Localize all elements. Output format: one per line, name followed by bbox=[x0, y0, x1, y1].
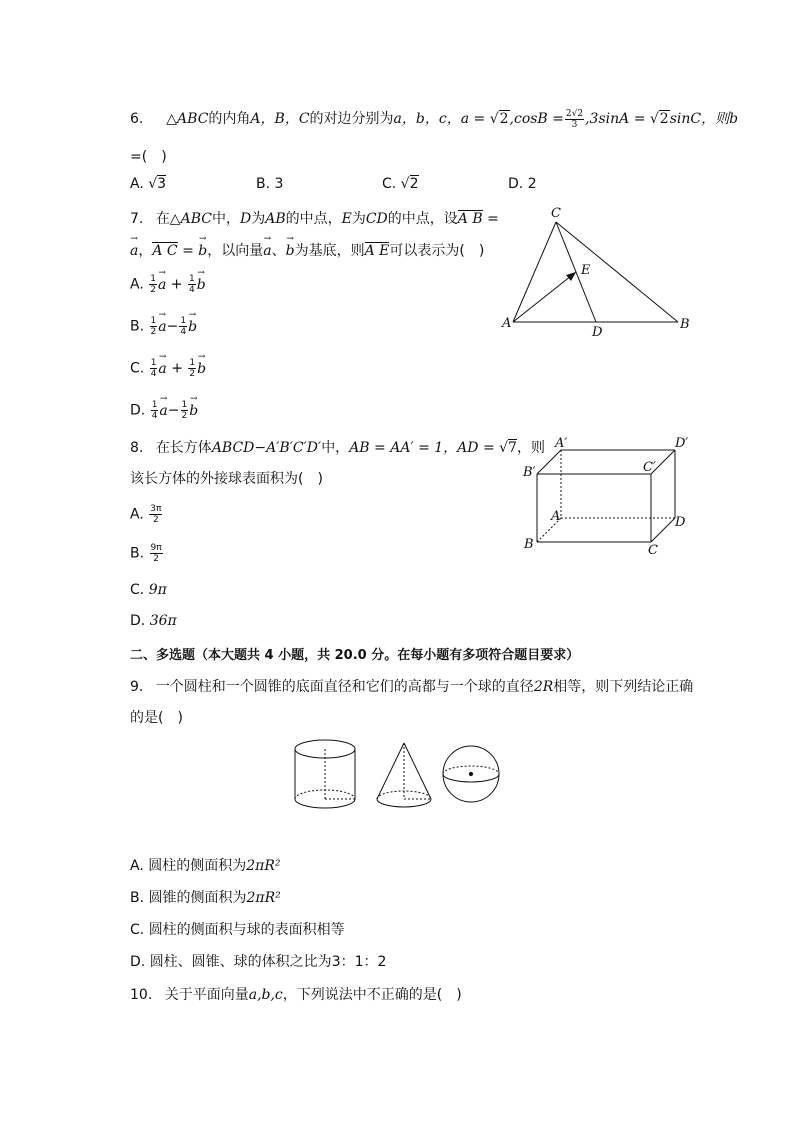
edge-ca bbox=[513, 222, 556, 322]
option-math: 2πR² bbox=[246, 858, 281, 874]
option-text: 圆柱的侧面积为 bbox=[148, 858, 247, 874]
denominator: 2 bbox=[181, 411, 188, 421]
vector-a: → a bbox=[158, 277, 166, 293]
option-label: C. bbox=[382, 176, 397, 192]
fraction bbox=[150, 316, 158, 337]
q8-option-b bbox=[130, 543, 164, 564]
q9-text: 一个圆柱和一个圆锥的底面直径和它们的高都与一个球的直径 bbox=[155, 679, 534, 695]
q7-number: 7. bbox=[130, 211, 144, 227]
denominator: 4 bbox=[180, 327, 187, 337]
numerator: 3π bbox=[150, 504, 162, 514]
vector-b: → b bbox=[188, 319, 197, 335]
q7-math: CD bbox=[365, 211, 388, 227]
q9-option-b bbox=[130, 887, 281, 907]
fraction bbox=[151, 400, 159, 421]
q7-math: = bbox=[487, 211, 499, 227]
q8-text: ，则 bbox=[516, 440, 545, 456]
numerator: 1 bbox=[151, 400, 158, 410]
q9-line2: 的是( ) bbox=[130, 710, 183, 726]
q9-solids-figure bbox=[285, 735, 510, 817]
option-label: B. bbox=[130, 318, 145, 335]
q10-number: 10. bbox=[130, 987, 153, 1003]
label-a: A bbox=[551, 509, 561, 524]
radicand: 2 bbox=[659, 111, 669, 127]
label-e: E bbox=[581, 263, 591, 278]
q8-option-c bbox=[130, 582, 167, 598]
label-a: A bbox=[502, 316, 512, 331]
q7-text: 在△ bbox=[155, 211, 181, 227]
q7-text: 可以表示为( ) bbox=[389, 243, 485, 259]
option-text: 圆柱的侧面积与球的表面积相等 bbox=[148, 922, 345, 938]
q6-option-d bbox=[508, 176, 537, 192]
numerator: 1 bbox=[150, 316, 157, 326]
numerator: 2√2 bbox=[565, 108, 584, 119]
q7-math: = bbox=[182, 243, 194, 259]
fraction bbox=[149, 504, 162, 525]
label-b: B bbox=[680, 317, 690, 332]
q10-line1 bbox=[130, 984, 462, 1004]
q9-number: 9. bbox=[130, 679, 144, 695]
operator: + bbox=[170, 276, 183, 293]
label-d: D bbox=[675, 515, 686, 530]
denominator: 3 bbox=[571, 119, 578, 130]
q7-math: E bbox=[341, 211, 352, 227]
q6-option-c: C. √2 bbox=[382, 176, 419, 192]
q7-option-c bbox=[130, 358, 206, 379]
option-value: 2 bbox=[409, 176, 419, 192]
denominator: 2 bbox=[150, 285, 156, 295]
operator: − bbox=[166, 318, 179, 335]
radicand: 2 bbox=[499, 111, 509, 127]
sphere-icon bbox=[443, 746, 499, 802]
fraction bbox=[150, 358, 158, 379]
arrowhead-icon bbox=[566, 272, 576, 281]
fraction bbox=[150, 543, 163, 564]
edge bbox=[651, 518, 675, 542]
q6-cos-fraction bbox=[565, 109, 584, 130]
q7-math: D bbox=[239, 211, 252, 227]
label-d-prime: D′ bbox=[675, 436, 689, 451]
option-text: 圆柱、圆锥、球的体积之比为 bbox=[149, 954, 332, 970]
label-a-prime: A′ bbox=[555, 436, 568, 451]
q7-text: 为 bbox=[251, 211, 266, 227]
q10-vectors: a,b,c bbox=[248, 987, 283, 1003]
option-label: A. bbox=[130, 176, 144, 192]
q8-math: AB = AA′ = 1，AD = bbox=[349, 440, 495, 456]
q8-cuboid-figure bbox=[515, 430, 700, 560]
edge-cb bbox=[556, 222, 678, 322]
numerator: 1 bbox=[181, 400, 188, 410]
vector-ae: A E bbox=[364, 243, 390, 259]
q6-eq2-post: sinC，则b bbox=[669, 111, 739, 127]
option-label: D. bbox=[130, 402, 146, 419]
q9-math: 2R bbox=[533, 679, 554, 695]
label-c-prime: C′ bbox=[643, 460, 656, 475]
numerator: 1 bbox=[150, 358, 157, 368]
option-value: 9π bbox=[148, 582, 167, 598]
option-label: A. bbox=[130, 506, 144, 523]
q10-text: 关于平面向量 bbox=[164, 987, 249, 1003]
q6-eq2: ,3sinA = bbox=[585, 111, 646, 127]
q9-line1 bbox=[130, 676, 693, 696]
q9-text: 相等，则下列结论正确 bbox=[553, 679, 694, 695]
denominator: 2 bbox=[152, 515, 159, 525]
option-value: 3 bbox=[274, 176, 284, 192]
numerator: 1 bbox=[180, 316, 187, 326]
option-value: 2 bbox=[527, 176, 537, 192]
fraction bbox=[188, 274, 196, 295]
label-d: D bbox=[592, 325, 603, 340]
vector-b: → b bbox=[189, 403, 198, 419]
radicand: 7 bbox=[508, 440, 517, 456]
vector-ae-line bbox=[513, 272, 576, 322]
label-c: C bbox=[648, 543, 658, 558]
cone-icon bbox=[377, 743, 431, 807]
q8-line1: 8. 在长方体ABCD−A′B′C′D′中，AB = AA′ = 1，AD = √7，则 bbox=[130, 440, 545, 456]
denominator: 4 bbox=[151, 411, 158, 421]
numerator: 9π bbox=[150, 543, 162, 553]
q7-text: 为基底，则 bbox=[294, 243, 365, 259]
numerator: 1 bbox=[189, 358, 196, 368]
option-label: A. bbox=[130, 276, 144, 293]
vector-b: → b bbox=[197, 277, 206, 293]
q8-text: 中， bbox=[321, 440, 350, 456]
denominator: 2 bbox=[150, 327, 157, 337]
q8-text: 在长方体 bbox=[155, 440, 212, 456]
triangle-symbol: △ bbox=[166, 111, 178, 127]
fraction bbox=[188, 358, 196, 379]
q7-text: 中， bbox=[211, 211, 240, 227]
q6-line1 bbox=[130, 108, 738, 130]
q7-text: 为 bbox=[351, 211, 366, 227]
numerator: 1 bbox=[188, 274, 195, 284]
section-header: 二、多选题（本大题共 4 小题，共 20.0 分。在每小题有多项符合题目要求） bbox=[130, 648, 580, 663]
q6-blank: =( ) bbox=[130, 149, 167, 165]
vector-b: → b bbox=[198, 243, 207, 259]
q6-cos-label: ,cosB = bbox=[509, 111, 564, 127]
q10-text: ，下列说法中不正确的是( ) bbox=[282, 987, 462, 1003]
denominator: 4 bbox=[188, 285, 195, 295]
option-label: B. bbox=[130, 890, 145, 906]
option-label: B. bbox=[256, 176, 271, 192]
q8-line2: 该长方体的外接球表面积为( ) bbox=[130, 471, 323, 487]
q6-option-a: A. √3 bbox=[130, 176, 167, 192]
option-label: D. bbox=[508, 176, 524, 192]
denominator: 4 bbox=[150, 369, 157, 379]
q9-option-d bbox=[130, 951, 386, 971]
q7-text: ， bbox=[138, 243, 153, 259]
q7-line2 bbox=[130, 240, 484, 260]
q7-text: ，以向量 bbox=[207, 243, 264, 259]
vector-a: → a bbox=[159, 403, 167, 419]
q6-triangle-name: ABC bbox=[177, 111, 209, 127]
option-label: D. bbox=[130, 954, 146, 970]
option-label: D. bbox=[130, 613, 146, 629]
vector-ab: A B bbox=[457, 211, 483, 227]
option-label: B. bbox=[130, 545, 145, 562]
vector-a: → a bbox=[158, 361, 166, 377]
cylinder-icon bbox=[295, 740, 355, 808]
q6-text: 的对边分别为 bbox=[309, 111, 394, 127]
sqrt-symbol: √2 bbox=[489, 111, 509, 127]
numerator: 1 bbox=[150, 274, 156, 284]
option-value: 3 bbox=[157, 176, 167, 192]
option-text: 圆锥的侧面积为 bbox=[148, 890, 247, 906]
q7-text: 的中点，设 bbox=[387, 211, 458, 227]
option-value: 36π bbox=[149, 613, 177, 629]
q7-math: AB bbox=[265, 211, 286, 227]
sqrt-symbol: √2 bbox=[649, 111, 669, 127]
q6-number: 6. bbox=[130, 111, 144, 127]
vector-a: → a bbox=[263, 243, 271, 259]
q7-math: ABC bbox=[180, 211, 212, 227]
vector-a: → a bbox=[158, 319, 166, 335]
option-label: C. bbox=[130, 360, 145, 377]
q7-triangle-figure bbox=[500, 200, 700, 340]
label-b: B bbox=[524, 537, 534, 552]
fraction bbox=[179, 316, 187, 337]
edge bbox=[537, 450, 561, 474]
q7-line1 bbox=[130, 208, 499, 228]
q6-text: 的内角 bbox=[208, 111, 251, 127]
vector-b: → b bbox=[286, 243, 295, 259]
q6-line2 bbox=[130, 146, 167, 166]
option-math: 3：1：2 bbox=[331, 954, 387, 970]
option-math: 2πR² bbox=[246, 890, 281, 906]
q8-number: 8. bbox=[130, 440, 144, 456]
operator: − bbox=[167, 402, 180, 419]
q7-option-a bbox=[130, 274, 206, 295]
q9-option-c bbox=[130, 919, 345, 939]
q8-math: ABCD−A′B′C′D′ bbox=[211, 440, 322, 456]
vector-a: → a bbox=[130, 243, 138, 259]
q7-text: 的中点， bbox=[285, 211, 342, 227]
label-b-prime: B′ bbox=[523, 465, 536, 480]
vector-b: → b bbox=[197, 361, 206, 377]
option-label: C. bbox=[130, 922, 145, 938]
q6-option-b bbox=[256, 176, 283, 192]
denominator: 2 bbox=[189, 369, 196, 379]
fraction bbox=[149, 274, 157, 295]
q8-option-d bbox=[130, 613, 177, 629]
q9-option-a bbox=[130, 855, 281, 875]
q7-option-b bbox=[130, 316, 197, 337]
vector-ac: A C bbox=[152, 243, 178, 259]
q7-text: 、 bbox=[271, 243, 286, 259]
option-label: C. bbox=[130, 582, 145, 598]
option-label: A. bbox=[130, 858, 144, 874]
denominator: 2 bbox=[153, 554, 159, 564]
q7-option-d bbox=[130, 400, 198, 421]
operator: + bbox=[171, 360, 183, 377]
label-c: C bbox=[551, 206, 561, 221]
q6-sides: a，b，c，a = bbox=[393, 111, 486, 127]
q8-option-a bbox=[130, 504, 163, 525]
q6-angles: A，B，C bbox=[250, 111, 310, 127]
fraction bbox=[181, 400, 189, 421]
